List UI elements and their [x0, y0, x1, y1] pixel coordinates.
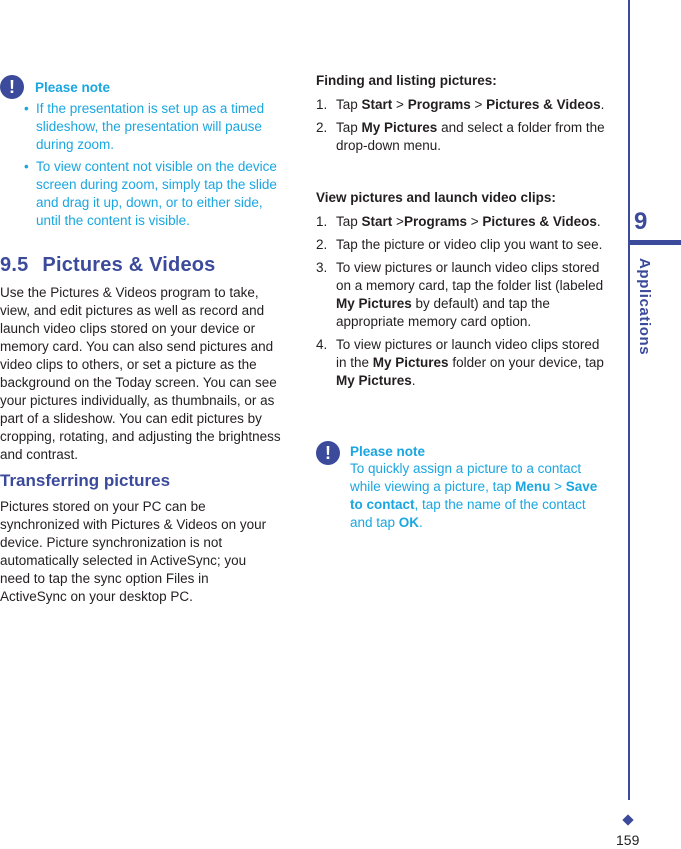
sidebar-rule	[628, 0, 630, 800]
list-item: • To view content not visible on the device screen during zoom, simply tap the slide and drag it up, down, or to either side, until the content is visible.	[24, 158, 286, 230]
note-list	[24, 100, 286, 234]
exclamation-icon: !	[0, 75, 24, 99]
list-item: 3. To view pictures or launch video clips stored on a memory card, tap the folder list (labeled My Pictures by default) and tap the appropriate memory card option.	[316, 260, 604, 329]
list-item: 4. To view pictures or launch video clips stored in the My Pictures folder on your device, tap My Pictures.	[316, 337, 604, 388]
note-title: Please note	[35, 80, 111, 95]
chapter-number: 9	[634, 208, 648, 235]
section-heading	[0, 254, 216, 277]
finding-heading: Finding and listing pictures:	[316, 73, 497, 88]
section-intro: Use the Pictures & Videos program to take, view, and edit pictures as well as record and launch video clips stored on your device or memory card. You can also send pictures and video clips to others, or set a picture as the background on the Today screen. You can see your pictures individually, as thumbnails, or as part of a slideshow. You can edit pictures by cropping, rotating, and adjusting the brightness and contrast.	[0, 285, 281, 462]
list-item: 1. Tap Start > Programs > Pictures & Videos.	[316, 97, 605, 112]
section-number: 9.5	[0, 254, 29, 276]
viewing-heading: View pictures and launch video clips:	[316, 190, 556, 205]
section-title: Pictures & Videos	[42, 254, 216, 276]
list-item: 2. Tap My Pictures and select a folder from the drop-down menu.	[316, 120, 605, 153]
list-item: 1. Tap Start >Programs > Pictures & Videos.	[316, 214, 601, 229]
viewing-steps	[316, 213, 608, 395]
note-body: To quickly assign a picture to a contact while viewing a picture, tap Menu > Save to contact, tap the name of the contact and tap OK.	[350, 461, 598, 530]
transferring-body: Pictures stored on your PC can be synchronized with Pictures & Videos on your device. Picture synchronization is not automatically selected in ActiveSync; you need to tap the sync option Files in ActiveSync on your desktop PC.	[0, 499, 267, 604]
exclamation-icon: !	[316, 441, 340, 465]
note-title: Please note	[350, 444, 426, 459]
chapter-label: Applications	[636, 258, 653, 356]
diamond-icon	[622, 814, 633, 825]
finding-steps	[316, 96, 608, 160]
list-item: 2. Tap the picture or video clip you want to see.	[316, 237, 603, 252]
page-number: 159	[616, 832, 640, 848]
chapter-tab-bar	[630, 240, 681, 245]
subsection-heading: Transferring pictures	[0, 471, 171, 490]
list-item: • If the presentation is set up as a timed slideshow, the presentation will pause during zoom.	[24, 100, 286, 154]
